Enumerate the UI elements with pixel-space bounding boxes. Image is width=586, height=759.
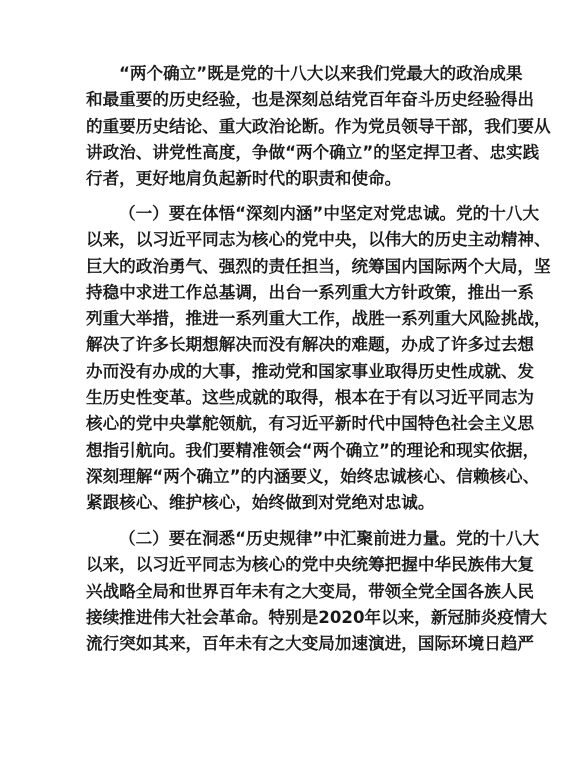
paragraph-line: 办而没有办成的大事，推动党和国家事业取得历史性成就、发 xyxy=(86,361,535,381)
paragraph-line: 紧跟核心、维护核心，始终做到对党绝对忠诚。 xyxy=(86,493,435,513)
paragraph-line: 行者，更好地肩负起新时代的职责和使命。 xyxy=(86,169,402,189)
paragraph-line: 想指引航向。我们要精准领会“两个确立”的理论和现实依据， xyxy=(86,440,540,460)
paragraph-line: “两个确立”既是党的十八大以来我们党最大的政治成果 xyxy=(119,64,523,83)
paragraph-line: 核心的党中央掌舵领航，有习近平新时代中国特色社会主义思 xyxy=(86,414,535,434)
paragraph-line: 巨大的政治勇气、强烈的责任担当，统筹国内国际两个大局，坚 xyxy=(86,256,551,276)
paragraph-line: 解决了许多长期想解决而没有解决的难题，办成了许多过去想 xyxy=(86,335,535,355)
paragraph-line: 以来，以习近平同志为核心的党中央，以伟大的历史主动精神、 xyxy=(86,230,551,250)
paragraph-line: （二）要在洞悉“历史规律”中汇聚前进力量。党的十八大 xyxy=(119,529,540,548)
paragraph-line: （一）要在体悟“深刻内涵”中坚定对党忠诚。党的十八大 xyxy=(119,204,540,223)
paragraph-3 xyxy=(86,526,548,657)
paragraph-line: 流行突如其来，百年未有之大变局加速演进，国际环境日趋严 xyxy=(86,634,535,654)
paragraph-line: 讲政治、讲党性高度，争做“两个确立”的坚定捍卫者、忠实践 xyxy=(86,142,540,162)
paragraph-line: 列重大举措，推进一系列重大工作，战胜一系列重大风险挑战， xyxy=(86,309,551,329)
paragraph-line: 接续推进伟大社会革命。特别是2020年以来，新冠肺炎疫情大 xyxy=(86,607,548,627)
paragraph-1 xyxy=(86,61,551,192)
paragraph-line: 的重要历史结论、重大政治论断。作为党员领导干部，我们要从 xyxy=(86,116,551,136)
paragraph-line: 和最重要的历史经验，也是深刻总结党百年奋斗历史经验得出 xyxy=(86,90,535,110)
paragraph-line: 深刻理解“两个确立”的内涵要义，始终忠诚核心、信赖核心、 xyxy=(86,466,540,486)
paragraph-2 xyxy=(86,201,551,517)
paragraph-line: 兴战略全局和世界百年未有之大变局，带领全党全国各族人民 xyxy=(86,581,535,601)
paragraph-line: 以来，以习近平同志为核心的党中央统筹把握中华民族伟大复 xyxy=(86,555,535,575)
paragraph-line: 生历史性变革。这些成就的取得，根本在于有以习近平同志为 xyxy=(86,388,535,408)
paragraph-line: 持稳中求进工作总基调，出台一系列重大方针政策，推出一系 xyxy=(86,282,535,302)
